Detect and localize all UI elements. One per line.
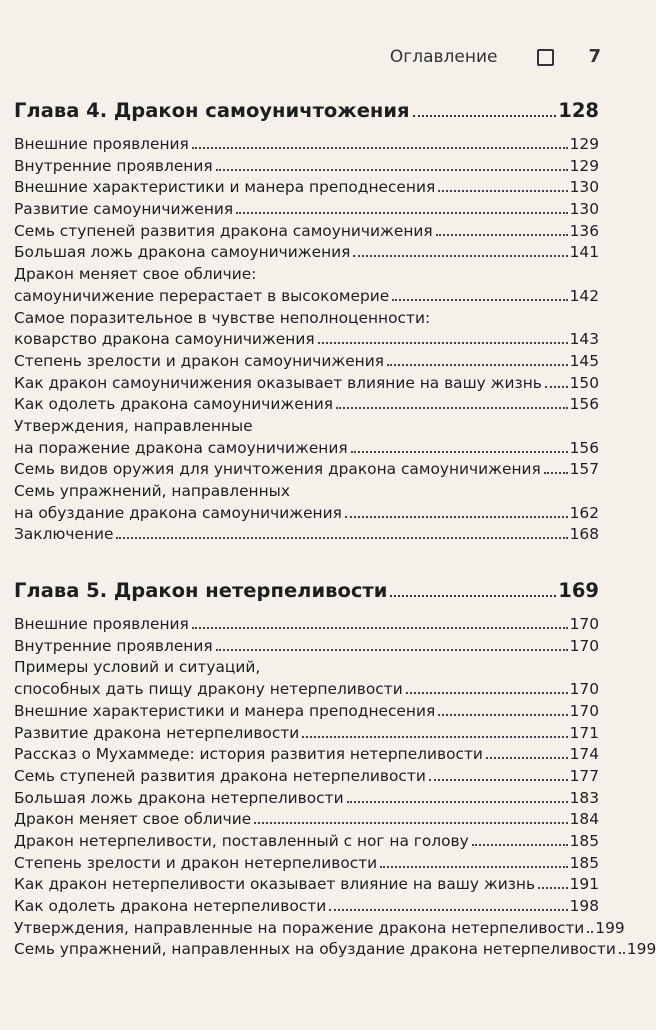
toc-entry[interactable] bbox=[14, 134, 599, 156]
dot-leader bbox=[116, 537, 567, 539]
entry-page: 130 bbox=[569, 200, 599, 219]
toc-entry[interactable] bbox=[14, 351, 599, 373]
dot-leader bbox=[380, 866, 567, 868]
entry-page: 129 bbox=[569, 156, 599, 175]
dot-leader bbox=[192, 147, 568, 149]
dot-leader bbox=[236, 212, 567, 214]
dot-leader bbox=[351, 451, 568, 453]
chapter-title: Глава 4. Дракон самоуничтожения bbox=[14, 99, 410, 122]
entry-title: Внешние характеристики и манера преподнесения bbox=[14, 701, 436, 720]
dot-leader bbox=[302, 736, 567, 738]
dot-leader bbox=[216, 169, 568, 171]
toc-entry[interactable] bbox=[14, 503, 599, 525]
toc-entry[interactable] bbox=[14, 788, 599, 810]
toc-entry[interactable] bbox=[14, 896, 599, 918]
entry-title: Как дракон самоуничижения оказывает влияние на вашу жизнь bbox=[14, 373, 542, 392]
entry-page: 129 bbox=[569, 135, 599, 153]
dot-leader bbox=[438, 190, 567, 192]
entry-title: Как одолеть дракона самоуничижения bbox=[14, 395, 334, 414]
chapter-title: Глава 5. Дракон нетерпеливости bbox=[14, 579, 388, 603]
entry-title: коварство дракона самоуничижения bbox=[14, 330, 315, 349]
entry-title: Внутренние проявления bbox=[14, 156, 213, 175]
toc-entry[interactable] bbox=[14, 286, 599, 308]
entry-page: 198 bbox=[569, 897, 599, 915]
entry-title: Дракон нетерпеливости, поставленный с ног на голову bbox=[14, 831, 469, 850]
entry-title: Большая ложь дракона самоуничижения bbox=[14, 243, 351, 262]
entry-title: Семь видов оружия для уничтожения дракона самоуничижения bbox=[14, 460, 541, 479]
entry-page: 170 bbox=[569, 701, 599, 720]
toc-entry[interactable] bbox=[14, 636, 599, 658]
toc-entry[interactable] bbox=[14, 831, 599, 853]
entry-title: Примеры условий и ситуаций, bbox=[14, 658, 261, 677]
entry-page: 145 bbox=[569, 351, 599, 370]
toc-entry[interactable] bbox=[14, 221, 599, 243]
entry-page: 174 bbox=[569, 745, 599, 764]
dot-leader bbox=[436, 234, 568, 236]
toc-entry[interactable] bbox=[14, 199, 599, 221]
dot-leader bbox=[619, 952, 625, 954]
toc-entry[interactable] bbox=[14, 373, 599, 395]
entry-page: 177 bbox=[569, 766, 599, 785]
entry-title: Большая ложь дракона нетерпеливости bbox=[14, 788, 344, 807]
entry-title: Дракон меняет свое обличие: bbox=[14, 265, 257, 284]
entry-page: 199 bbox=[626, 940, 656, 959]
dot-leader bbox=[390, 595, 556, 597]
toc-entry[interactable] bbox=[14, 939, 656, 961]
dot-leader bbox=[438, 714, 567, 716]
entry-page: 170 bbox=[569, 615, 599, 634]
entry-page: 191 bbox=[569, 875, 599, 894]
dot-leader bbox=[192, 627, 568, 629]
toc-entry[interactable] bbox=[14, 416, 599, 438]
section-title: Оглавление bbox=[389, 46, 498, 67]
toc-entry[interactable] bbox=[14, 481, 599, 503]
entry-page: 157 bbox=[569, 460, 599, 479]
running-header bbox=[390, 46, 601, 67]
dot-leader bbox=[429, 779, 568, 781]
toc-entry[interactable] bbox=[14, 874, 599, 896]
entry-page: 162 bbox=[569, 503, 599, 522]
dot-leader bbox=[329, 909, 567, 911]
toc-entry[interactable] bbox=[14, 394, 599, 416]
chapter-heading[interactable] bbox=[14, 96, 599, 126]
dot-leader bbox=[587, 931, 593, 933]
toc-entry[interactable] bbox=[14, 853, 599, 875]
entry-title: Как дракон нетерпеливости оказывает влияние на вашу жизнь bbox=[14, 875, 536, 894]
dot-leader bbox=[545, 386, 568, 388]
entry-title: Семь ступеней развития дракона самоуничижения bbox=[14, 221, 433, 240]
entry-page: 171 bbox=[569, 723, 599, 742]
page-number: 7 bbox=[588, 46, 601, 67]
entry-title: Развитие самоуничижения bbox=[14, 200, 234, 219]
toc-entry[interactable] bbox=[14, 766, 599, 788]
entry-page: 168 bbox=[569, 525, 599, 544]
dot-leader bbox=[472, 844, 568, 846]
dot-leader bbox=[544, 472, 568, 474]
table-of-contents bbox=[14, 96, 656, 961]
toc-entry[interactable] bbox=[14, 657, 599, 679]
chapter-page: 128 bbox=[558, 99, 599, 122]
dot-leader bbox=[406, 692, 568, 694]
toc-entry[interactable] bbox=[14, 264, 599, 286]
entry-page: 130 bbox=[569, 178, 599, 197]
entry-title: Рассказ о Мухаммеде: история развития нетерпеливости bbox=[14, 745, 483, 764]
entry-page: 170 bbox=[569, 636, 599, 655]
entry-title: Внешние проявления bbox=[14, 135, 189, 153]
entry-title: Как одолеть дракона нетерпеливости bbox=[14, 897, 327, 915]
entry-title: на обуздание дракона самоуничижения bbox=[14, 503, 342, 522]
entry-title: Степень зрелости и дракон самоуничижения bbox=[14, 351, 384, 370]
dot-leader bbox=[486, 757, 568, 759]
toc-entry[interactable] bbox=[14, 918, 625, 940]
toc-entry[interactable] bbox=[14, 177, 599, 199]
dot-leader bbox=[216, 649, 568, 651]
toc-entry[interactable] bbox=[14, 329, 599, 351]
entry-page: 170 bbox=[569, 680, 599, 699]
entry-title: Семь упражнений, направленных bbox=[14, 482, 290, 500]
dot-leader bbox=[336, 407, 568, 409]
toc-entry[interactable] bbox=[14, 308, 599, 330]
entry-page: 183 bbox=[569, 788, 599, 807]
toc-entry[interactable] bbox=[14, 614, 599, 636]
toc-entry[interactable] bbox=[14, 744, 599, 766]
entry-title: Утверждения, направленные на поражение дракона нетерпеливости bbox=[14, 918, 585, 937]
dot-leader bbox=[254, 822, 567, 824]
entry-title: самоуничижение перерастает в высокомерие bbox=[14, 286, 390, 305]
toc-entry[interactable] bbox=[14, 156, 599, 178]
entry-page: 143 bbox=[569, 330, 599, 349]
entry-page: 156 bbox=[569, 438, 599, 457]
dot-leader bbox=[413, 115, 557, 117]
dot-leader bbox=[392, 299, 567, 301]
entry-page: 185 bbox=[569, 831, 599, 850]
toc-entry[interactable] bbox=[14, 809, 599, 831]
entry-title: Внешние проявления bbox=[14, 615, 189, 634]
toc-entry[interactable] bbox=[14, 679, 599, 701]
chapter-heading[interactable] bbox=[14, 576, 599, 606]
toc-entry[interactable] bbox=[14, 723, 599, 745]
entry-title: Внешние характеристики и манера преподнесения bbox=[14, 178, 436, 197]
entry-page: 142 bbox=[569, 286, 599, 305]
entry-title: Дракон меняет свое обличие bbox=[14, 810, 252, 829]
entry-title: на поражение дракона самоуничижения bbox=[14, 438, 348, 457]
entry-title: Семь ступеней развития дракона нетерпеливости bbox=[14, 766, 426, 785]
square-bullet-icon bbox=[537, 49, 554, 66]
toc-entry[interactable] bbox=[14, 438, 599, 460]
entry-page: 156 bbox=[569, 395, 599, 414]
entry-title: Семь упражнений, направленных на обуздание дракона нетерпеливости bbox=[14, 940, 616, 959]
chapter-separator bbox=[14, 546, 599, 576]
dot-leader bbox=[538, 887, 568, 889]
entry-title: Утверждения, направленные bbox=[14, 416, 253, 435]
entry-title: Внутренние проявления bbox=[14, 636, 213, 655]
toc-entry[interactable] bbox=[14, 524, 599, 546]
entry-title: Степень зрелости и дракон нетерпеливости bbox=[14, 853, 378, 872]
entry-title: Развитие дракона нетерпеливости bbox=[14, 723, 300, 742]
entry-page: 199 bbox=[595, 918, 625, 937]
toc-entry[interactable] bbox=[14, 459, 599, 481]
toc-entry[interactable] bbox=[14, 701, 599, 723]
entry-page: 185 bbox=[569, 853, 599, 872]
dot-leader bbox=[347, 801, 568, 803]
dot-leader bbox=[387, 364, 568, 366]
entry-page: 136 bbox=[569, 221, 599, 240]
dot-leader bbox=[318, 342, 568, 344]
entry-title: Заключение bbox=[14, 525, 114, 544]
entry-page: 141 bbox=[569, 243, 599, 262]
entry-page: 150 bbox=[569, 373, 599, 392]
toc-entry[interactable] bbox=[14, 242, 599, 264]
chapter-page: 169 bbox=[558, 579, 599, 603]
dot-leader bbox=[345, 516, 568, 518]
dot-leader bbox=[353, 255, 567, 257]
entry-title: способных дать пищу дракону нетерпеливости bbox=[14, 680, 403, 699]
entry-title: Самое поразительное в чувстве неполноценности: bbox=[14, 308, 431, 327]
entry-page: 184 bbox=[569, 810, 599, 829]
